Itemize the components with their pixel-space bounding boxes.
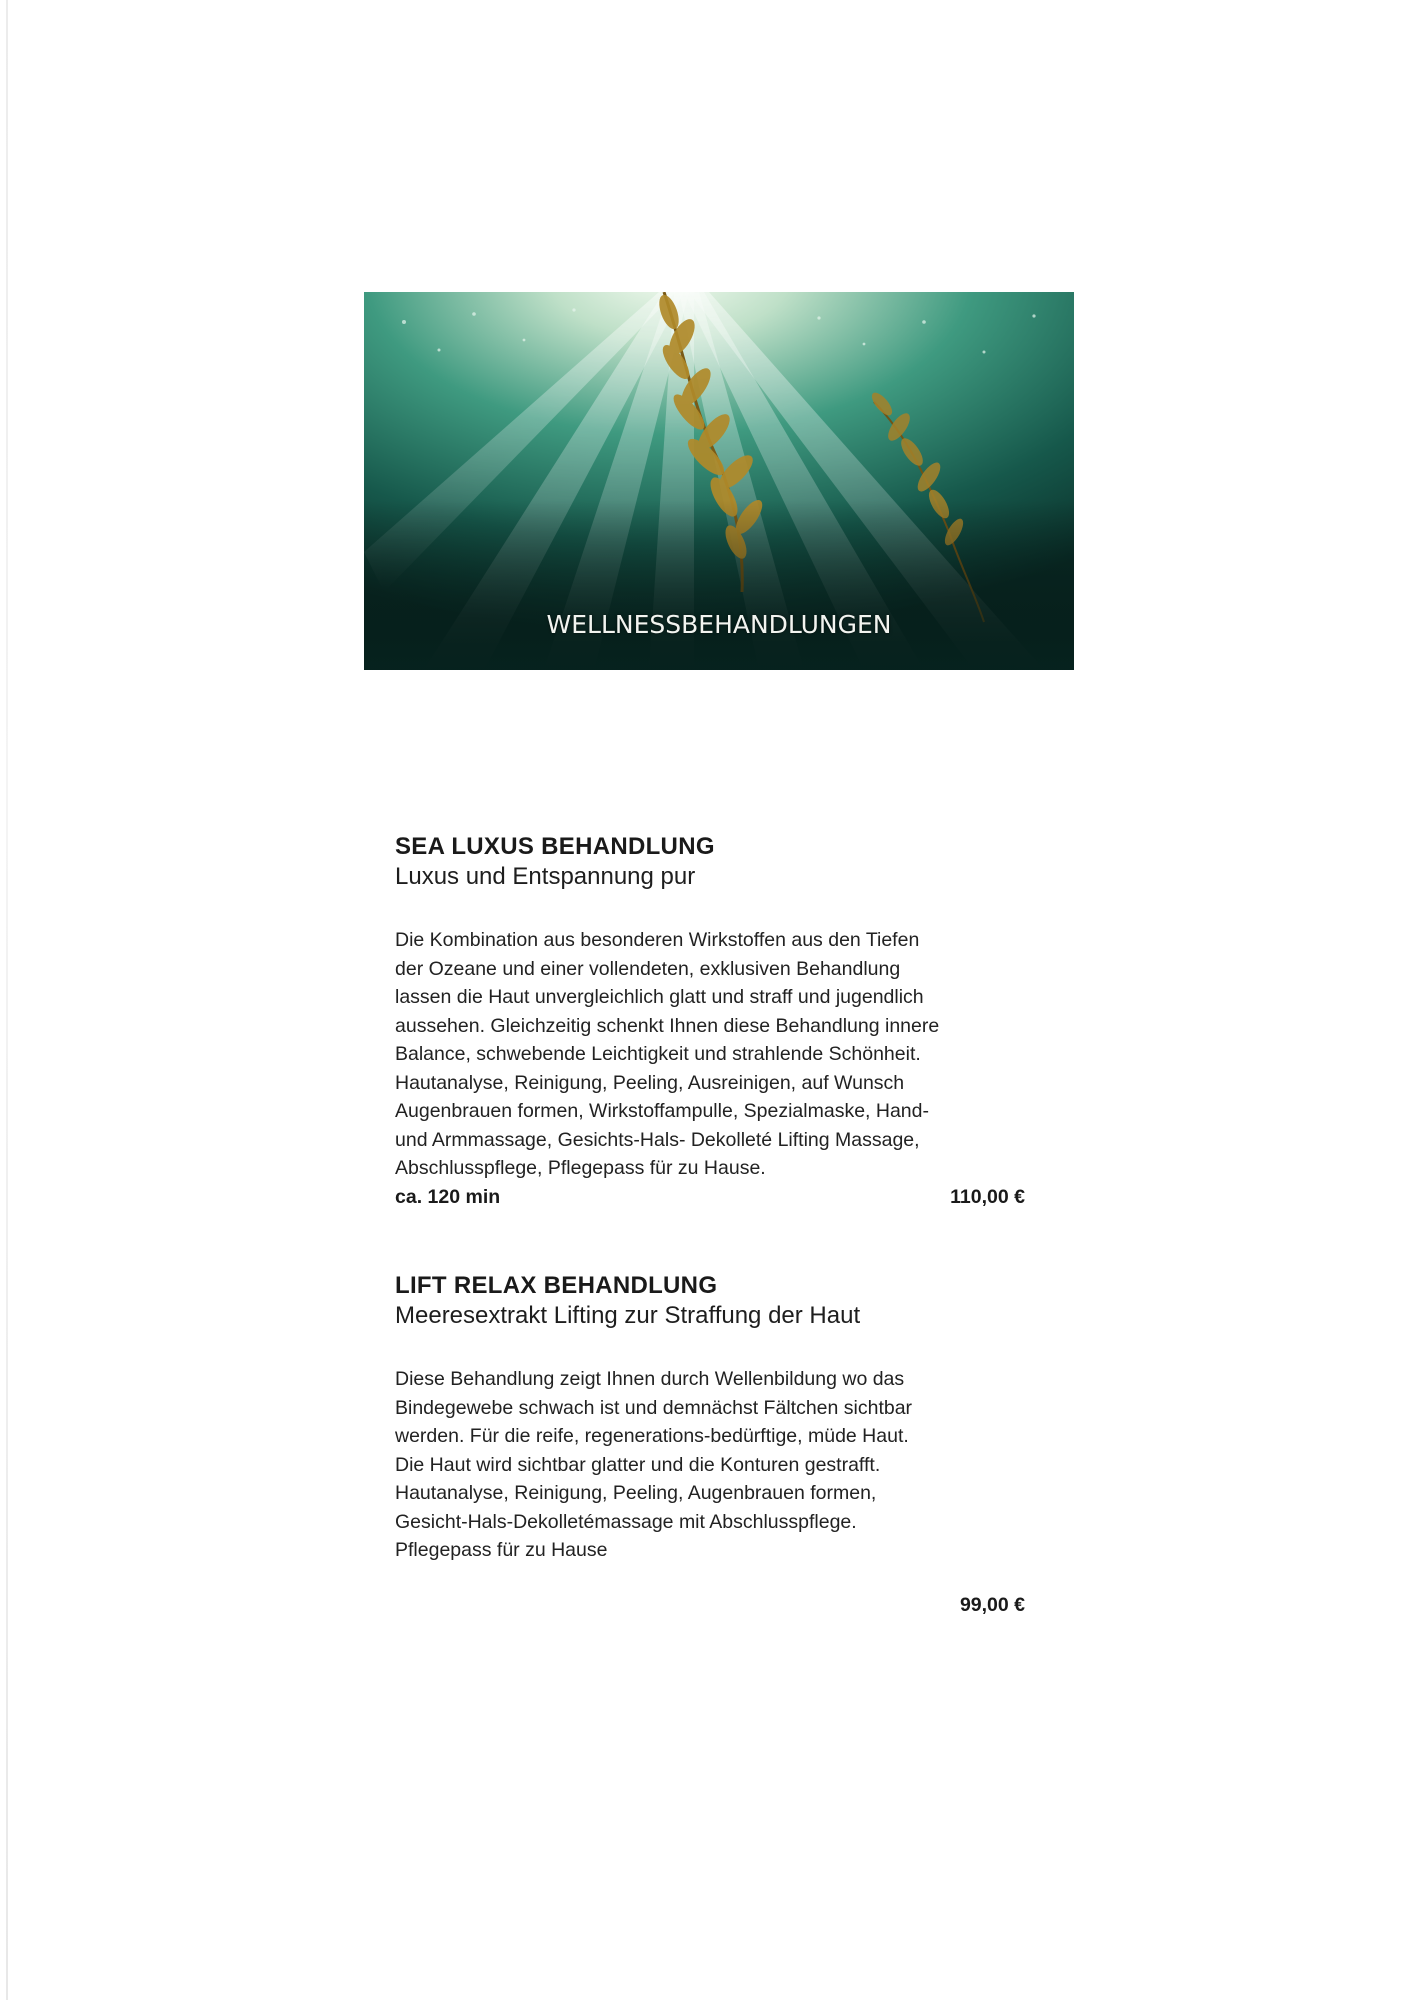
treatment-subtitle: Luxus und Entspannung pur [395, 863, 696, 890]
description-line: lassen die Haut unvergleichlich glatt und straff und jugendlich [395, 986, 924, 1008]
hero-image [364, 292, 1074, 670]
description-line: Hautanalyse, Reinigung, Peeling, Ausreinigen, auf Wunsch [395, 1071, 905, 1094]
treatment-description [395, 926, 1065, 1183]
treatment-price: 99,00 € [959, 1593, 1025, 1616]
treatment-title: LIFT RELAX BEHANDLUNG [395, 1272, 718, 1299]
treatment-title: SEA LUXUS BEHANDLUNG [395, 833, 715, 860]
description-line: Gesicht-Hals-Dekolletémassage mit Abschlusspflege. [395, 1510, 857, 1533]
duration-price-row [395, 1183, 1025, 1211]
description-line: Diese Behandlung zeigt Ihnen durch Wellenbildung wo das [395, 1368, 905, 1390]
description-line: Die Haut wird sichtbar glatter und die Konturen gestrafft. [395, 1453, 881, 1476]
description-line: aussehen. Gleichzeitig schenkt Ihnen diese Behandlung innere [395, 1014, 940, 1037]
duration-price-row [395, 1591, 1025, 1619]
scan-edge [6, 0, 8, 2000]
treatment-price: 110,00 € [950, 1185, 1025, 1208]
treatment-lift-relax [395, 1271, 1035, 1619]
hero-caption: WELLNESSBEHANDLUNGEN [546, 610, 892, 639]
description-line: Die Kombination aus besonderen Wirkstoffen aus den Tiefen [395, 929, 920, 951]
description-line: werden. Für die reife, regenerations-bedürftige, müde Haut. [395, 1425, 909, 1447]
treatment-description [395, 1365, 1065, 1565]
description-line: Augenbrauen formen, Wirkstoffampulle, Spezialmaske, Hand- [395, 1100, 929, 1122]
description-line: Abschlusspflege, Pflegepass für zu Hause. [395, 1157, 766, 1179]
treatment-sea-luxus [395, 832, 1035, 1211]
description-line: Pflegepass für zu Hause [395, 1539, 608, 1561]
treatment-duration: ca. 120 min [395, 1185, 501, 1208]
description-line: Hautanalyse, Reinigung, Peeling, Augenbrauen formen, [395, 1482, 877, 1504]
treatment-subtitle: Meeresextrakt Lifting zur Straffung der Haut [395, 1302, 861, 1329]
description-line: der Ozeane und einer vollendeten, exklusiven Behandlung [395, 957, 901, 980]
description-line: Bindegewebe schwach ist und demnächst Fältchen sichtbar [395, 1396, 913, 1419]
description-line: Balance, schwebende Leichtigkeit und strahlende Schönheit. [395, 1043, 921, 1065]
description-line: und Armmassage, Gesichts-Hals- Dekolleté Lifting Massage, [395, 1128, 920, 1151]
